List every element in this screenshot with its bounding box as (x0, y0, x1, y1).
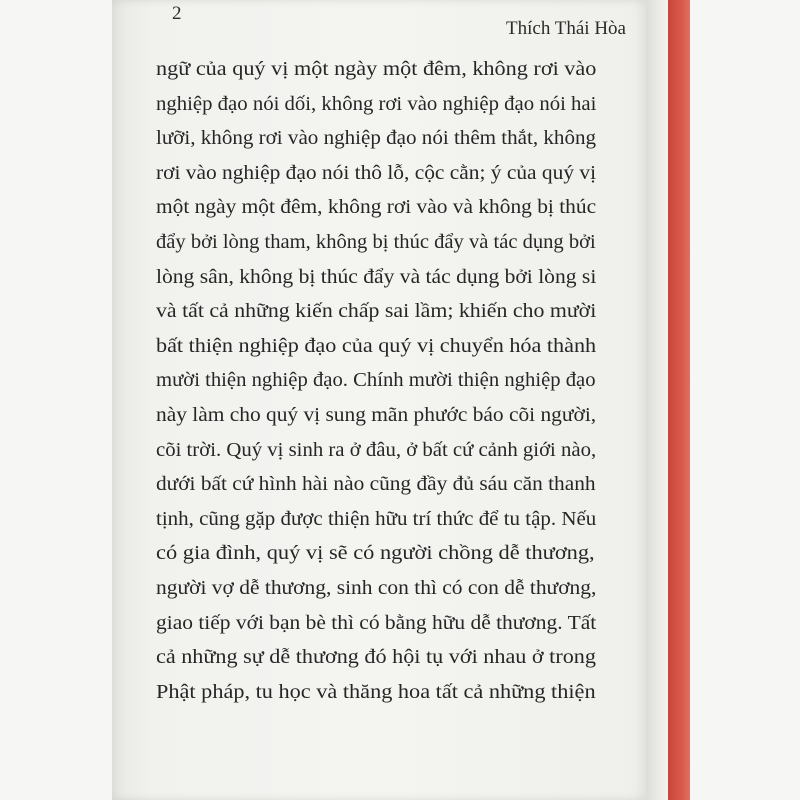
text-line: cả những sự dễ thương đó hội tụ với nhau ở trong (156, 646, 596, 669)
text-line: có gia đình, quý vị sẽ có người chồng dễ thương, (156, 542, 595, 565)
text-line: rơi vào nghiệp đạo nói thô lỗ, cộc cằn; ý của quý vị (156, 161, 597, 184)
book-page (112, 0, 646, 800)
text-line: bất thiện nghiệp đạo của quý vị chuyển hóa thành (156, 334, 597, 357)
text-line: ngữ của quý vị một ngày một đêm, không rơi vào (156, 58, 597, 80)
page-stack-edge (646, 0, 668, 800)
text-line: và tất cả những kiến chấp sai lầm; khiến cho mười (156, 300, 597, 323)
text-line: nghiệp đạo nói dối, không rơi vào nghiệp đạo nói hai (156, 92, 597, 115)
running-head-author: Thích Thái Hòa (506, 18, 626, 39)
text-line: đẩy bởi lòng tham, không bị thúc đẩy và tác dụng bởi (156, 230, 596, 253)
text-line: dưới bất cứ hình hài nào cũng đầy đủ sáu căn thanh (156, 473, 596, 496)
text-line: một ngày một đêm, không rơi vào và không bị thúc (156, 196, 597, 219)
text-line: này làm cho quý vị sung mãn phước báo cõi người, (156, 403, 597, 426)
book-cover-edge (668, 0, 690, 800)
text-line: Phật pháp, tu học và thăng hoa tất cả những thiện (156, 680, 596, 703)
text-line: lòng sân, không bị thúc đẩy và tác dụng bởi lòng si (156, 265, 597, 288)
text-line: lưỡi, không rơi vào nghiệp đạo nói thêm thắt, không (156, 127, 597, 150)
text-line: người vợ dễ thương, sinh con thì có con dễ thương, (156, 576, 597, 599)
text-line: tịnh, cũng gặp được thiện hữu trí thức để tu tập. Nếu (156, 507, 597, 530)
page-number: 2 (172, 3, 182, 24)
page-header (112, 0, 646, 50)
text-line: giao tiếp với bạn bè thì có bằng hữu dễ thương. Tất (156, 611, 597, 634)
body-text (156, 52, 596, 709)
text-line: mười thiện nghiệp đạo. Chính mười thiện nghiệp đạo (156, 369, 596, 392)
text-line: cõi trời. Quý vị sinh ra ở đâu, ở bất cứ cảnh giới nào, (156, 438, 597, 461)
